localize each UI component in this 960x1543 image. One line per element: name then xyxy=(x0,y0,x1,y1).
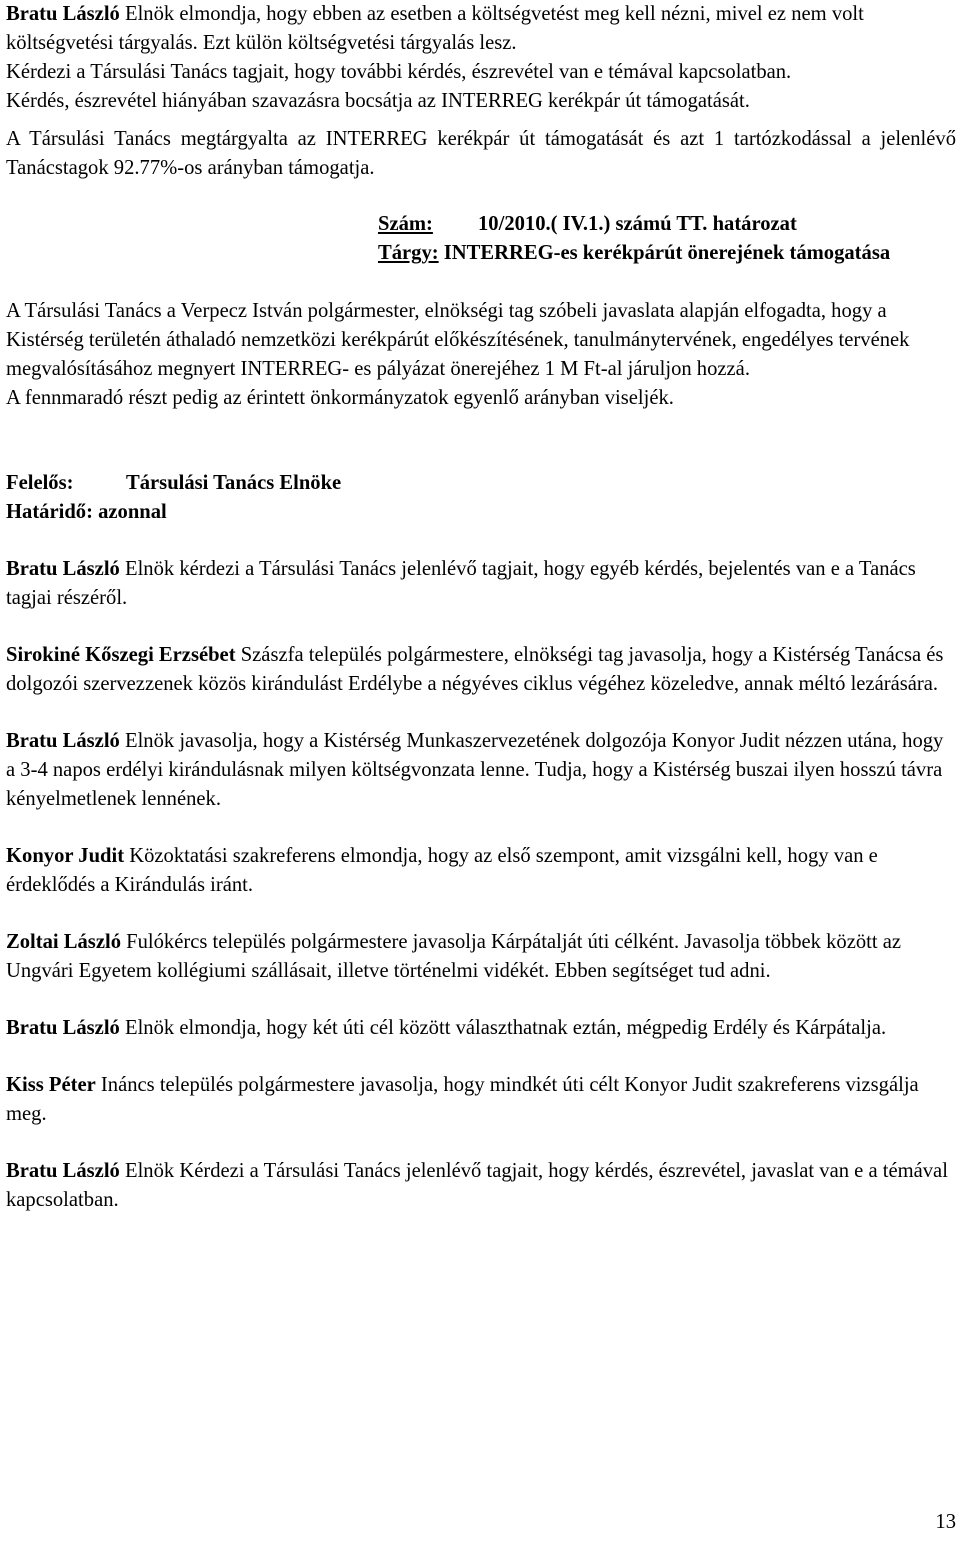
discussion-paragraph xyxy=(6,1014,956,1043)
document-page xyxy=(6,0,956,1215)
paragraph-text: Elnök elmondja, hogy ebben az esetben a költségvetést meg kell nézni, mivel ez nem volt költségvetési tárgyalás. Ezt külön költségvetési tárgyalás lesz. xyxy=(6,3,864,54)
speaker-name: Bratu László xyxy=(6,1160,120,1182)
discussion-paragraph xyxy=(6,1157,956,1215)
responsible-line xyxy=(6,469,956,498)
paragraph-text: Elnök Kérdezi a Társulási Tanács jelenlévő tagjait, hogy kérdés, észrevétel, javaslat van e a témával kapcsolatban. xyxy=(6,1160,948,1211)
resolution-subject-label: Tárgy: xyxy=(378,242,439,264)
resolution-subject-value: INTERREG-es kerékpárút önerejének támogatása xyxy=(438,242,891,264)
resolution-subject-line xyxy=(378,239,938,268)
speaker-name: Zoltai László xyxy=(6,931,121,953)
deadline-line xyxy=(6,498,956,527)
speaker-name: Bratu László xyxy=(6,1017,120,1039)
resolution-header xyxy=(378,210,938,268)
discussion-paragraph xyxy=(6,555,956,613)
page-number: 13 xyxy=(935,1511,956,1533)
paragraph-text: Közoktatási szakreferens elmondja, hogy az első szempont, amit vizsgálni kell, hogy van e érdeklődés a Kirándulás iránt. xyxy=(6,845,878,896)
discussion-paragraph xyxy=(6,928,956,986)
resolution-number-label: Szám: xyxy=(378,213,433,235)
speaker-name: Bratu László xyxy=(6,3,120,25)
paragraph-text: Elnök kérdezi a Társulási Tanács jelenlévő tagjait, hogy egyéb kérdés, bejelentés van e a Tanács tagjai részéről. xyxy=(6,558,916,609)
deadline-label: Határidő: xyxy=(6,501,93,523)
paragraph-text: Ináncs település polgármestere javasolja, hogy mindkét úti célt Konyor Judit szakreferens vizsgálja meg. xyxy=(6,1074,919,1125)
discussion-paragraph xyxy=(6,727,956,814)
responsible-value: Társulási Tanács Elnöke xyxy=(126,472,342,494)
resolution-number-line xyxy=(378,210,938,239)
paragraph-text: Elnök javasolja, hogy a Kistérség Munkaszervezetének dolgozója Konyor Judit nézzen utána, hogy a 3-4 napos erdélyi kirándulásnak milyen költségvonzata lenne. Tudja, hogy a Kistérség buszai ilyen hosszú távra kényelmetlenek lennének. xyxy=(6,730,944,810)
speaker-name: Konyor Judit xyxy=(6,845,125,867)
paragraph-vote-result: A Társulási Tanács megtárgyalta az INTERREG kerékpár út támogatását és azt 1 tartózkodással a jelenlévő Tanácstagok 92.77%-os arányban támogatja. xyxy=(6,128,956,179)
paragraph-text: Elnök elmondja, hogy két úti cél között választhatnak eztán, mégpedig Erdély és Kárpátalja. xyxy=(119,1017,887,1039)
discussion-paragraph xyxy=(6,842,956,900)
deadline-value: azonnal xyxy=(92,501,167,523)
responsibility-block xyxy=(6,469,956,527)
speaker-name: Bratu László xyxy=(6,730,120,752)
speaker-name: Bratu László xyxy=(6,558,120,580)
paragraph-vote-call: Kérdés, észrevétel hiányában szavazásra bocsátja az INTERREG kerékpár út támogatását. xyxy=(6,90,750,112)
discussion-paragraph xyxy=(6,641,956,699)
responsible-label: Felelős: xyxy=(6,472,74,494)
speaker-name: Sirokiné Kőszegi Erzsébet xyxy=(6,644,236,666)
speaker-name: Kiss Péter xyxy=(6,1074,96,1096)
paragraph-question: Kérdezi a Társulási Tanács tagjait, hogy további kérdés, észrevétel van e témával kapcsolatban. xyxy=(6,61,792,83)
paragraph-budget-note xyxy=(6,0,956,58)
discussion-paragraph xyxy=(6,1071,956,1129)
resolution-body-text: A Társulási Tanács a Verpecz István polgármester, elnökségi tag szóbeli javaslata alapján elfogadta, hogy a Kistérség területén áthaladó nemzetközi kerékpárút előkészítésének, tanulmánytervének, engedélyes tervének megvalósításához megnyert INTERREG- es pályázat önerejéhez 1 M Ft-al járuljon hozzá. xyxy=(6,300,910,380)
resolution-number-value: 10/2010.( IV.1.) számú TT. határozat xyxy=(478,213,797,235)
paragraph-text: Fulókércs település polgármestere javasolja Kárpátalját úti célként. Javasolja többek között az Ungvári Egyetem kollégiumi szállásait, illetve történelmi vidékét. Ebben segítséget tud adni. xyxy=(6,931,901,982)
paragraph-text: Szászfa település polgármestere, elnökségi tag javasolja, hogy a Kistérség Tanácsa és dolgozói szervezzenek közös kirándulást Erdélybe a négyéves ciklus végéhez közeledve, annak méltó lezárására. xyxy=(6,644,944,695)
resolution-body-remainder: A fennmaradó részt pedig az érintett önkormányzatok egyenlő arányban viseljék. xyxy=(6,387,674,409)
